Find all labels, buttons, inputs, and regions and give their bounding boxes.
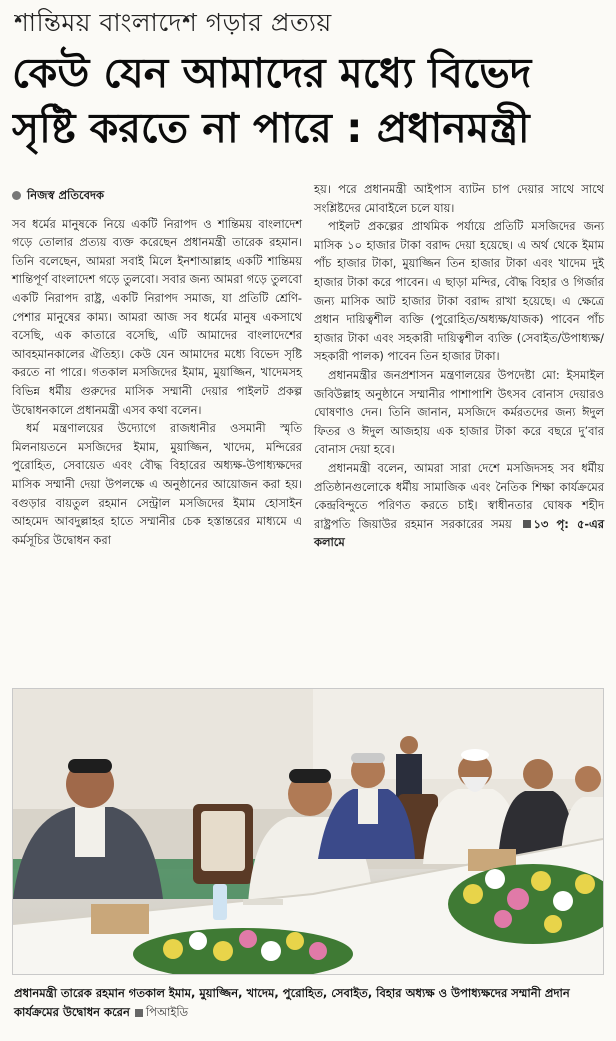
water-bottle (213, 884, 227, 920)
news-photo (12, 688, 604, 975)
shirt (358, 789, 378, 824)
headline-line-1: কেউ যেন আমাদের মধ্যে বিভেদ (12, 49, 532, 97)
headline-line-2: সৃষ্টি করতে না পারে : প্রধানমন্ত্রী (12, 104, 530, 152)
cap (461, 749, 489, 761)
paragraph-text: প্রধানমন্ত্রী বলেন, আমরা সারা দেশে মসজিদসহ সব ধর্মীয় প্রতিষ্ঠানগুলোকে ধর্মীয় সামাজিক এবং নৈতিক শিক্ষা কার্যক্রমের কেন্দ্রবিন্দুতে পরিণত করতে চাই। স্বাধীনতার ঘোষক শহীদ রাষ্ট্রপতি জিয়াউর রহমান সরকারের সময় (314, 460, 604, 531)
paragraph: সব ধর্মের মানুষকে নিয়ে একটি নিরাপদ ও শান্তিময় বাংলাদেশ গড়ে তোলার প্রত্যয় ব্যক্ত করেছেন প্রধানমন্ত্রী তারেক রহমান। তিনি বলেছেন, আমরা সবাই মিলে ইনশাআল্লাহ একটি শান্তিময় শান্তিপূর্ণ বাংলাদেশ গড়ে তুলবো। সবার জন্য আমরা গড়ে তুলবো একটি নিরাপদ রাষ্ট্র, একটি নিরাপদ সমাজ, যা প্রতিটি শ্রেণি-পেশার মানুষের কাম্য। আমরা আজ সব ধর্মের মানুষ একসাথে বসেছি, এক কাতারে বসেছি, এটি আমাদের বাংলাদেশের আবহমানকালের ঐতিহ্য। কেউ যেন আমাদের মধ্যে বিভেদ সৃষ্টি করতে না পারে। গতকাল মসজিদের ইমাম, মুয়াজ্জিন, খাদেমসহ বিভিন্ন ধর্মীয় গুরুদের মাসিক সম্মানী দেয়ার পাইলট প্রকল্প উদ্বোধনকালে প্রধানমন্ত্রী এসব কথা বলেন। (12, 216, 302, 417)
paragraph: প্রধানমন্ত্রীর জনপ্রশাসন মন্ত্রণালয়ের উপদেষ্টা মো: ইসমাইল জবিউল্লাহ অনুষ্ঠানে সম্মানীর পাশাপাশি উৎসব বোনাস দেয়ারও ঘোষণাও দেন। তিনি জানান, মসজিদে কর্মরতদের জন্য ঈদুল ফিতর ও ঈদুল আজহায় এক হাজার টাকা করে বছরে দু’বার বোনাস দেয়া হবে। (314, 367, 604, 457)
shirt (75, 807, 105, 857)
kicker: শান্তিময় বাংলাদেশ গড়ার প্রত্যয় (14, 8, 332, 37)
square-icon (135, 1009, 143, 1017)
bullet-icon (12, 191, 21, 200)
meeting-scene (13, 689, 603, 974)
byline-text: নিজস্ব প্রতিবেদক (27, 188, 105, 202)
byline (12, 186, 302, 205)
caption-text: প্রধানমন্ত্রী তারেক রহমান গতকাল ইমাম, মুয়াজ্জিন, খাদেম, পুরোহিত, সেবাইত, বিহার অধ্যক্ষ ও উপাধ্যক্ষদের সম্মানী প্রদান কার্যক্রমের উদ্বোধন করেন (14, 986, 570, 1019)
article-column-right (314, 180, 604, 552)
person-head (523, 759, 553, 789)
continued-on-page[interactable]: ১৩ পৃ: ৫-এর কলামে (314, 516, 604, 550)
headline (12, 46, 604, 156)
papers (243, 899, 283, 905)
hair (351, 753, 385, 763)
paragraph (314, 459, 604, 552)
person-head (575, 766, 601, 792)
chair-cushion (201, 811, 245, 871)
square-icon (523, 520, 531, 528)
photo-credit: পিআইডি (145, 1005, 189, 1019)
paragraph: ধর্ম মন্ত্রণালয়ের উদ্যোগে রাজধানীর ওসমানী স্মৃতি মিলনায়তনে মসজিদের ইমাম, মুয়াজ্জিন, খাদেম, মন্দিরের পুরোহিত, সেবায়েত এবং বৌদ্ধ বিহারের অধ্যক্ষ-উপাধ্যক্ষদের মাসিক সম্মানী দেয়া উপলক্ষে এ অনুষ্ঠানের আয়োজন করা হয়। বগুড়ার বায়তুল রহমান সেন্ট্রাল মসজিদের ইমাম হোসাইন আহমেদ আবদুল্লাহর হাতে সম্মানীর চেক হস্তান্তরের মাধ্যমে এ কর্মসূচির উদ্বোধন করা (12, 421, 302, 547)
hair (68, 759, 112, 773)
photo-caption (14, 984, 604, 1022)
standing-person-head (400, 736, 418, 754)
hair (289, 769, 331, 783)
tissue-box (91, 904, 149, 934)
paragraph: হয়। পরে প্রধানমন্ত্রী আইপাস ব্যাটন চাপ দেয়ার সাথে সাথে সংশ্লিষ্টদের মোবাইলে চলে যায়। (314, 182, 604, 215)
article-column-left (12, 186, 302, 549)
paragraph: পাইলট প্রকল্পের প্রাথমিক পর্যায়ে প্রতিটি মসজিদের জন্য মাসিক ১০ হাজার টাকা বরাদ্দ দেয়া হয়েছে। এ অর্থ থেকে ইমাম পাঁচ হাজার টাকা, মুয়াজ্জিন তিন হাজার টাকা এবং খাদেম দুই হাজার টাকা করে পাবেন। এ ছাড়া মন্দির, বৌদ্ধ বিহার ও গির্জার জন্য মাসিক আট হাজার টাকা বরাদ্দ রাখা হয়েছে। এ ক্ষেত্রে প্রধান দায়িত্বশীল ব্যক্তি (পুরোহিত/অধ্যক্ষ/যাজক) পাবেন পাঁচ হাজার টাকা এবং সহকারী দায়িত্বশীল ব্যক্তি (সেবাইত/উপাধ্যক্ষ/সহকারী পালক) পাবেন তিন হাজার টাকা। (314, 219, 604, 364)
